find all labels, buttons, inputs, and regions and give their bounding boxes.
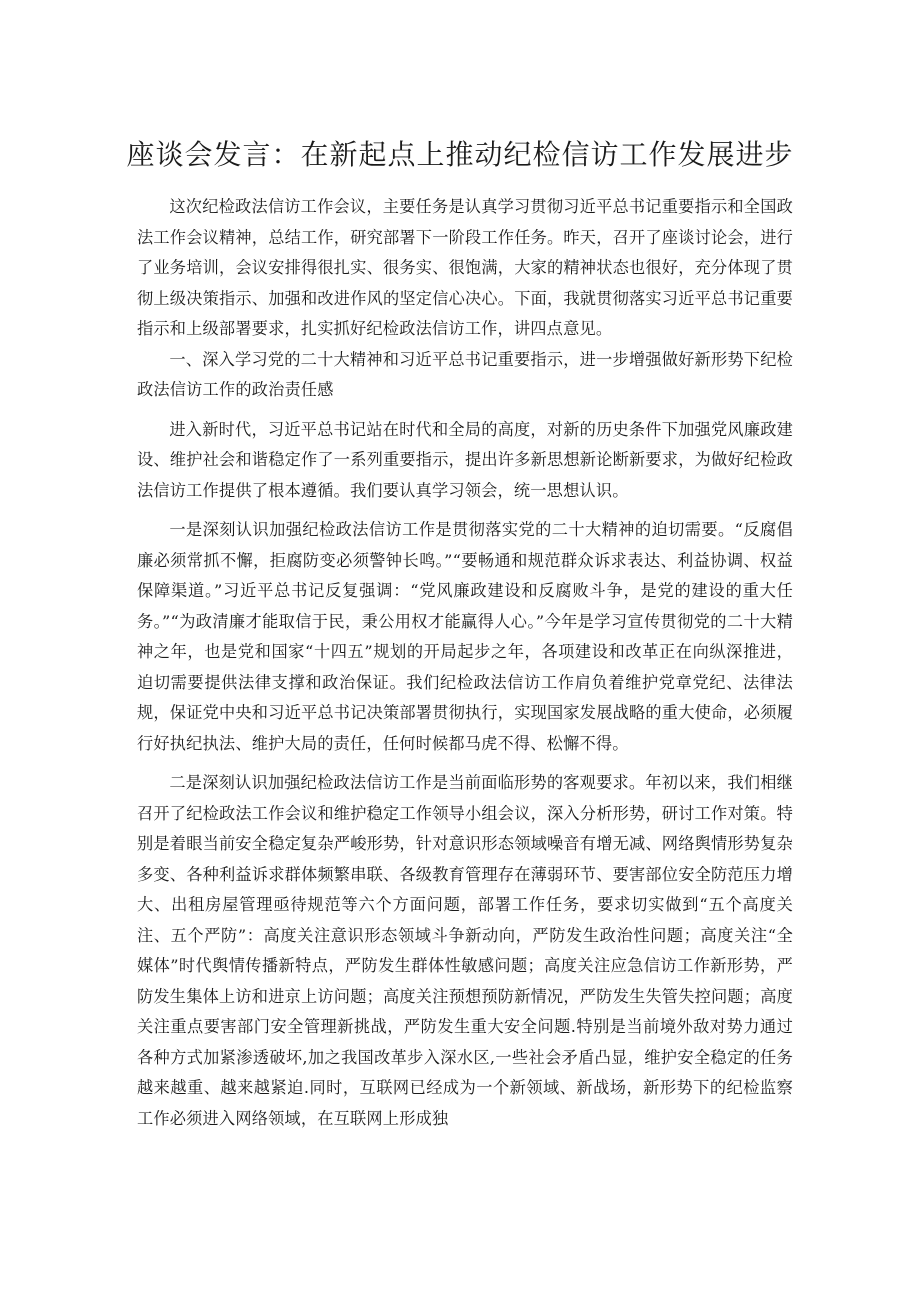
paragraph-point-one: 一是深刻认识加强纪检政法信访工作是贯彻落实党的二十大精神的迫切需要。“反腐倡廉必须常抓不懈，拒腐防变必须警钟长鸣。”“要畅通和规范群众诉求表达、利益协调、权益保障渠道。”习近平总书记反复强调：“党风廉政建设和反腐败斗争，是党的建设的重大任务。”“为政清廉才能取信于民，秉公用权才能赢得人心。”今年是学习宣传贯彻党的二十大精神之年，也是党和国家“十四五”规划的开局起步之年，各项建设和改革正在向纵深推进，迫切需要提供法律支撑和政治保证。我们纪检政法信访工作肩负着维护党章党纪、法律法规，保证党中央和习近平总书记决策部署贯彻执行，实现国家发展战略的重大使命，必须履行好执纪执法、维护大局的责任，任何时候都马虎不得、松懈不得。 xyxy=(137,520,793,753)
paragraph-new-era: 进入新时代，习近平总书记站在时代和全局的高度，对新的历史条件下加强党风廉政建设、维护社会和谐稳定作了一系列重要指示，提出许多新思想新论断新要求，为做好纪检政法信访工作提供了根本遵循。我们要认真学习领会，统一思想认识。 xyxy=(137,419,793,500)
paragraph-point-two: 二是深刻认识加强纪检政法信访工作是当前面临形势的客观要求。年初以来，我们相继召开了纪检政法工作会议和维护稳定工作领导小组会议，深入分析形势，研讨工作对策。特别是着眼当前安全稳定复杂严峻形势，针对意识形态领域噪音有增无减、网络舆情形势复杂多变、各种利益诉求群体频繁串联、各级教育管理存在薄弱环节、要害部位安全防范压力增大、出租房屋管理亟待规范等六个方面问题，部署工作任务，要求切实做到“五个高度关注、五个严防”：高度关注意识形态领域斗争新动向，严防发生政治性问题；高度关注“全媒体”时代舆情传播新特点，严防发生群体性敏感问题；高度关注应急信访工作新形势，严防发生集体上访和进京上访问题；高度关注预想预防新情况，严防发生失管失控问题；高度关注重点要害部门安全管理新挑战，严防发生重大安全问题.特别是当前境外敌对势力通过各种方式加紧渗透破坏,加之我国改革步入深水区,一些社会矛盾凸显，维护安全稳定的任务越来越重、越来越紧迫.同时，互联网已经成为一个新领域、新战场，新形势下的纪检监察工作必须进入网络领域，在互联网上形成独 xyxy=(137,773,793,1128)
page-title: 座谈会发言：在新起点上推动纪检信访工作发展进步 xyxy=(126,138,794,171)
paragraph-intro: 这次纪检政法信访工作会议，主要任务是认真学习贯彻习近平总书记重要指示和全国政法工作会议精神，总结工作，研究部署下一阶段工作任务。昨天，召开了座谈讨论会，进行了业务培训，会议安排得很扎实、很务实、很饱满，大家的精神状态也很好，充分体现了贯彻上级决策指示、加强和改进作风的坚定信心决心。下面，我就贯彻落实习近平总书记重要指示和上级部署要求，扎实抓好纪检政法信访工作，讲四点意见。 xyxy=(137,197,793,338)
section-heading-1: 一、深入学习党的二十大精神和习近平总书记重要指示，进一步增强做好新形势下纪检政法信访工作的政治责任感 xyxy=(137,349,793,399)
document-body xyxy=(137,192,793,1134)
